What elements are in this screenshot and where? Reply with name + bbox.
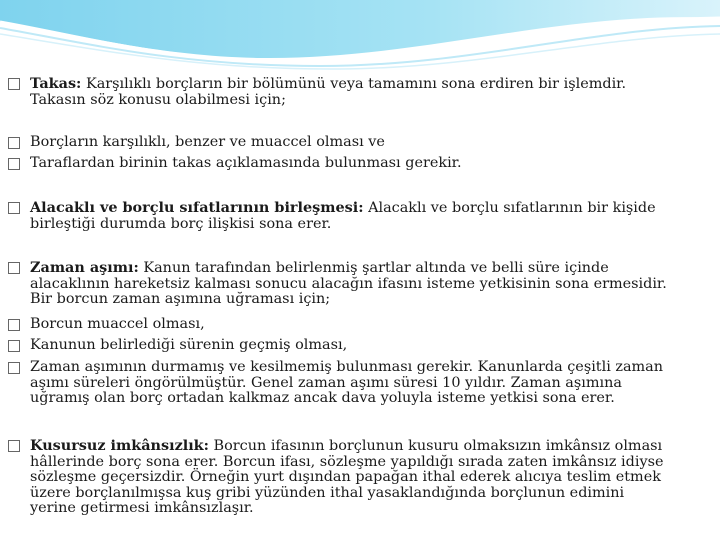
bullet-text: Karşılıklı borçların bir bölümünü veya tamamını sona erdiren bir işlemdir. (81, 76, 627, 92)
bullet-text: Takasın söz konusu olabilmesi için; (30, 91, 286, 108)
bullet-item (8, 200, 712, 232)
bullet-text: alacaklının hareketsiz kalması sonucu alacağın ifasını isteme yetkisinin sona ermesidir. (30, 275, 667, 292)
bullet-text: Borcun muaccel olması, (30, 316, 205, 332)
bullet-term: Zaman aşımı: (30, 259, 139, 276)
bullet-term: Alacaklı ve borçlu sıfatlarının birleşmesi: (30, 199, 364, 216)
bullet-text: birleştiği durumda borç ilişkisi sona erer. (30, 215, 332, 232)
checkbox-bullet-icon (8, 440, 20, 452)
bullet-term: Kusursuz imkânsızlık: (30, 437, 209, 454)
checkbox-bullet-icon (8, 202, 20, 214)
bullet-item (8, 76, 712, 108)
bullet-text: uğramış olan borç ortadan kalkmaz ancak dava yoluyla isteme yetkisi sona erer. (30, 390, 615, 407)
bullet-term: Takas: (30, 75, 82, 92)
bullet-text: Taraflardan birinin takas açıklamasında bulunması gerekir. (30, 155, 462, 171)
bullet-item (8, 338, 712, 354)
bullet-item (8, 260, 712, 308)
bullet-item (8, 317, 712, 333)
bullet-text: aşımı süreleri öngörülmüştür. Genel zaman aşımı süresi 10 yıldır. Zaman aşımına (30, 374, 622, 391)
bullet-item (8, 156, 712, 172)
bullet-text: Kanun tarafından belirlenmiş şartlar altında ve belli süre içinde (138, 260, 609, 276)
bullet-item (8, 135, 712, 151)
checkbox-bullet-icon (8, 78, 20, 90)
bullet-text: yerine getirmesi imkânsızlaşır. (30, 500, 254, 517)
bullet-item (8, 360, 712, 407)
checkbox-bullet-icon (8, 262, 20, 274)
checkbox-bullet-icon (8, 340, 20, 352)
bullet-item (8, 438, 712, 517)
header-wave-banner (0, 0, 720, 70)
checkbox-bullet-icon (8, 158, 20, 170)
checkbox-bullet-icon (8, 319, 20, 331)
checkbox-bullet-icon (8, 137, 20, 149)
bullet-text: Kanunun belirlediği sürenin geçmiş olması, (30, 337, 348, 353)
bullet-text: Bir borcun zaman aşımına uğraması için; (30, 291, 331, 308)
checkbox-bullet-icon (8, 362, 20, 374)
bullet-text: Zaman aşımının durmamış ve kesilmemiş bulunması gerekir. Kanunlarda çeşitli zaman (30, 359, 664, 375)
bullet-text: Alacaklı ve borçlu sıfatlarının bir kişide (363, 200, 656, 216)
bullet-text: üzere borçlanılmışsa kuş gribi yüzünden ithal yasaklandığında borçlunun edimini (30, 484, 625, 501)
bullet-text: sözleşme geçersizdir. Örneğin yurt dışından papağan ithal ederek alıcıya teslim etmek (30, 469, 661, 486)
bullet-text: Borçların karşılıklı, benzer ve muaccel olması ve (30, 134, 385, 150)
bullet-text: Borcun ifasının borçlunun kusuru olmaksızın imkânsız olması (208, 438, 663, 454)
bullet-text: hâllerinde borç sona erer. Borcun ifası, sözleşme yapıldığı sırada zaten imkânsız idiyse (30, 453, 664, 470)
